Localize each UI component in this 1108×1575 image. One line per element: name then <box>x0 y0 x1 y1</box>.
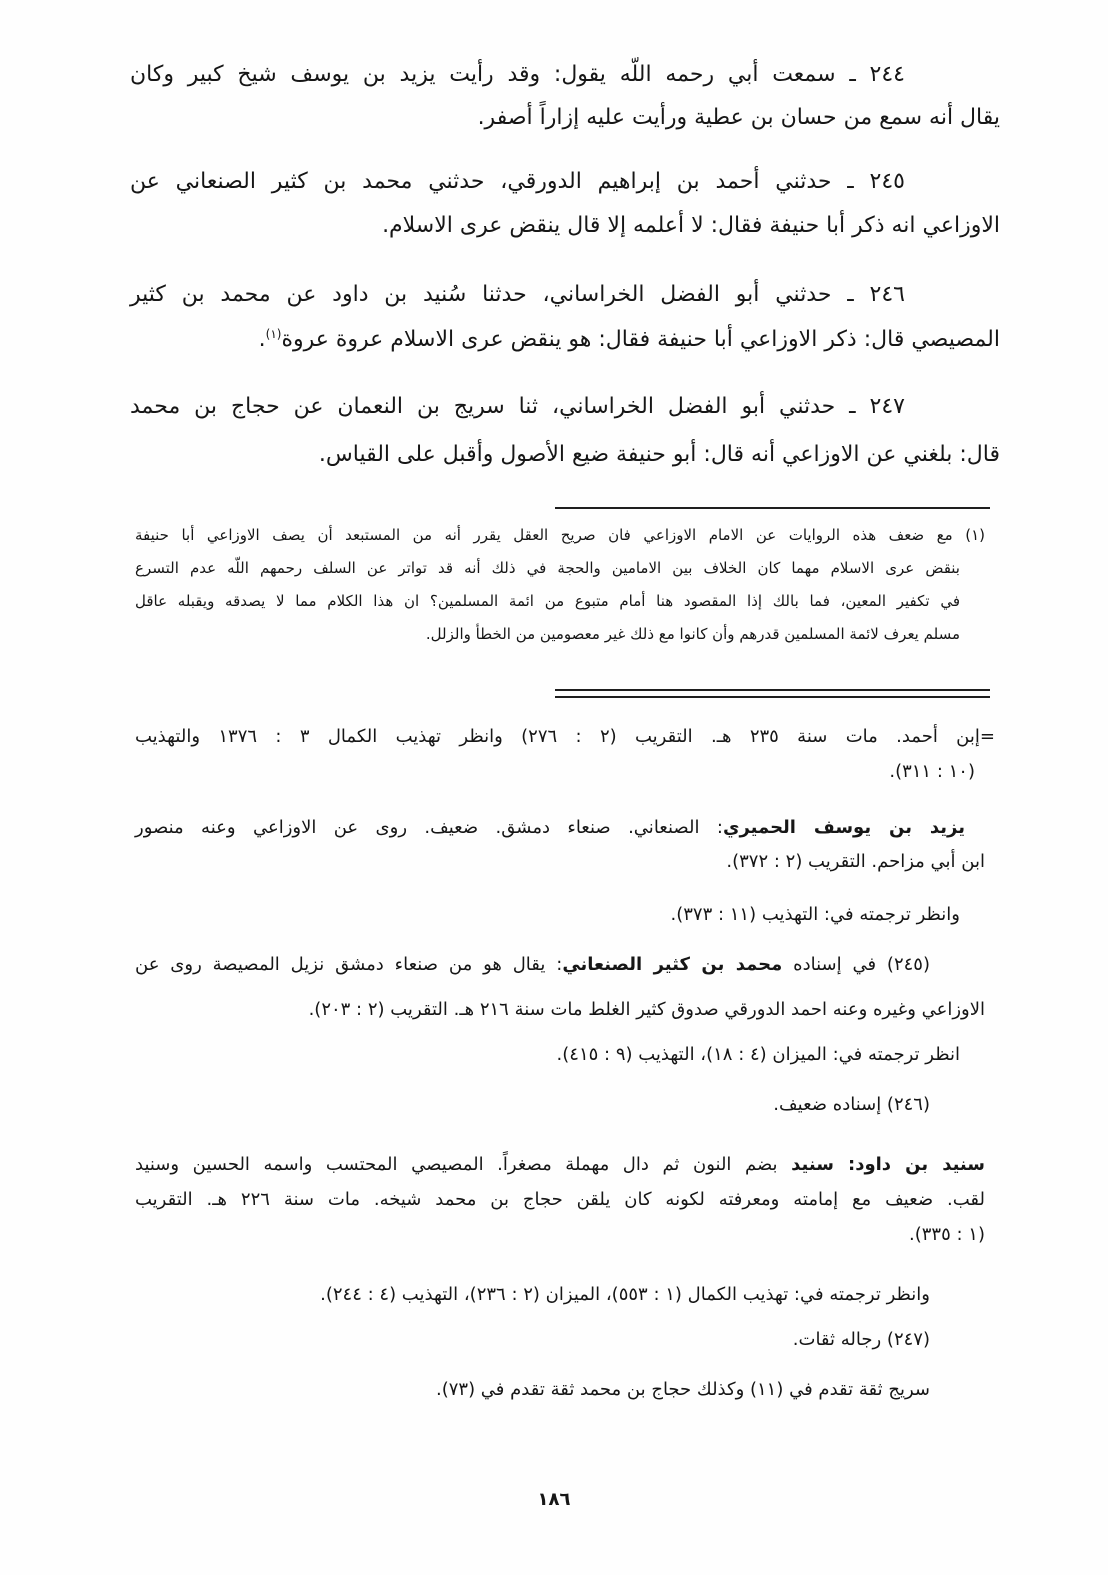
footnote-line-3: في تكفير المعين، فما بالك إذا المقصود هنا أمام متبوع من ائمة المسلمين؟ ان هذا الكلام مما لا يصدقه ويقبله عاقل <box>135 592 960 610</box>
narration-246-tail: . <box>258 327 266 352</box>
notes-double-rule-top <box>555 689 990 691</box>
note-sunayd-ref: وانظر ترجمته في: تهذيب الكمال (١ : ٥٥٣)، الميزان (٢ : ٢٣٦)، التهذيب (٤ : ٢٤٤). <box>320 1284 930 1305</box>
note-246: (٢٤٦) إسناده ضعيف. <box>773 1094 930 1115</box>
note-text: بضم النون ثم دال مهملة مصغراً. المصيصي المحتسب واسمه الحسين وسنيد <box>135 1154 792 1175</box>
note-yazid-ref: وانظر ترجمته في: التهذيب (١١ : ٣٧٣). <box>670 904 960 925</box>
narrator-name: محمد بن كثير الصنعاني <box>562 954 783 975</box>
note-sunayd-line-2: لقب. ضعيف مع إمامته ومعرفته لكونه كان يلقن حجاج بن محمد شيخه. مات سنة ٢٢٦ هـ. التقريب <box>135 1189 985 1210</box>
note-sunayd-line-1 <box>135 1152 985 1178</box>
note-245-line-2: الاوزاعي وغيره وعنه احمد الدورقي صدوق كثير الغلط مات سنة ٢١٦ هـ. التقريب (٢ : ٢٠٣). <box>308 999 985 1020</box>
footnote-line-1: (١) مع ضعف هذه الروايات عن الامام الاوزاعي فان صريح العقل يقرر أنه من المستبعد أن يصف الاوزاعي أبا حنيفة <box>135 526 985 544</box>
note-text: : يقال هو من صنعاء دمشق نزيل المصيصة روى عن <box>135 954 563 975</box>
narration-246-line-2 <box>130 325 1000 355</box>
page-number: ١٨٦ <box>537 1489 571 1510</box>
footnote-line-2: بنقض عرى الاسلام مهما كان الخلاف بين الامامين والحجة في ذلك أنه قد تواتر عن السلف رحمهم اللّه عدم التسرع <box>135 559 960 577</box>
narrator-term: سنيد <box>791 1154 849 1175</box>
note-text: : الصنعاني. صنعاء دمشق. ضعيف. روى عن الاوزاعي وعنه منصور <box>135 817 723 838</box>
narrator-name: يزيد بن يوسف الحميري <box>722 817 966 838</box>
footnote-separator <box>555 507 990 509</box>
note-247: (٢٤٧) رجاله ثقات. <box>792 1329 930 1350</box>
narration-245-line-2: الاوزاعي انه ذكر أبا حنيفة فقال: لا أعلمه إلا قال ينقض عرى الاسلام. <box>382 213 1000 238</box>
narration-244-line-1: ٢٤٤ ـ سمعت أبي رحمه اللّه يقول: وقد رأيت يزيد بن يوسف شيخ كبير وكان <box>130 62 905 87</box>
note-sunayd-line-3: (١ : ٣٣٥). <box>909 1224 985 1245</box>
narration-247-line-2: قال: بلغني عن الاوزاعي أنه قال: أبو حنيفة ضيع الأصول وأقبل على القياس. <box>318 442 1000 467</box>
narrator-name: سنيد بن داود: <box>848 1154 985 1175</box>
notes-double-rule-bottom <box>555 696 990 698</box>
narration-244-line-2: يقال أنه سمع من حسان بن عطية ورأيت عليه إزاراً أصفر. <box>477 105 1000 130</box>
note-lead: (٢٤٥) في إسناده <box>782 954 930 975</box>
narration-246-text: المصيصي قال: ذكر الاوزاعي أبا حنيفة فقال: هو ينقض عرى الاسلام عروة عروة <box>281 327 1000 352</box>
footnote-line-4: مسلم يعرف لائمة المسلمين قدرهم وأن كانوا مع ذلك غير معصومين من الخطأ والزلل. <box>425 625 960 643</box>
narration-247-line-1: ٢٤٧ ـ حدثني أبو الفضل الخراساني، ثنا سريج بن النعمان عن حجاج بن محمد <box>130 394 905 419</box>
note-245-line-1 <box>135 952 930 978</box>
narration-246-line-1: ٢٤٦ ـ حدثني أبو الفضل الخراساني، حدثنا سُنيد بن داود عن محمد بن كثير <box>130 282 905 307</box>
note-continued-line-1: =إبن أحمد. مات سنة ٢٣٥ هـ. التقريب (٢ : ٢٧٦) وانظر تهذيب الكمال ٣ : ١٣٧٦ والتهذيب <box>135 726 995 747</box>
note-245-ref: انظر ترجمته في: الميزان (٤ : ١٨)، التهذيب (٩ : ٤١٥). <box>556 1044 960 1065</box>
note-247-detail: سريج ثقة تقدم في (١١) وكذلك حجاج بن محمد ثقة تقدم في (٧٣). <box>435 1379 930 1400</box>
footnote-ref: (١) <box>265 327 282 341</box>
narration-245-line-1: ٢٤٥ ـ حدثني أحمد بن إبراهيم الدورقي، حدثني محمد بن كثير الصنعاني عن <box>130 169 905 194</box>
note-yazid-line-2: ابن أبي مزاحم. التقريب (٢ : ٣٧٢). <box>726 851 985 872</box>
note-yazid-line-1 <box>135 815 965 841</box>
note-continued-line-2: (١٠ : ٣١١). <box>889 761 975 782</box>
